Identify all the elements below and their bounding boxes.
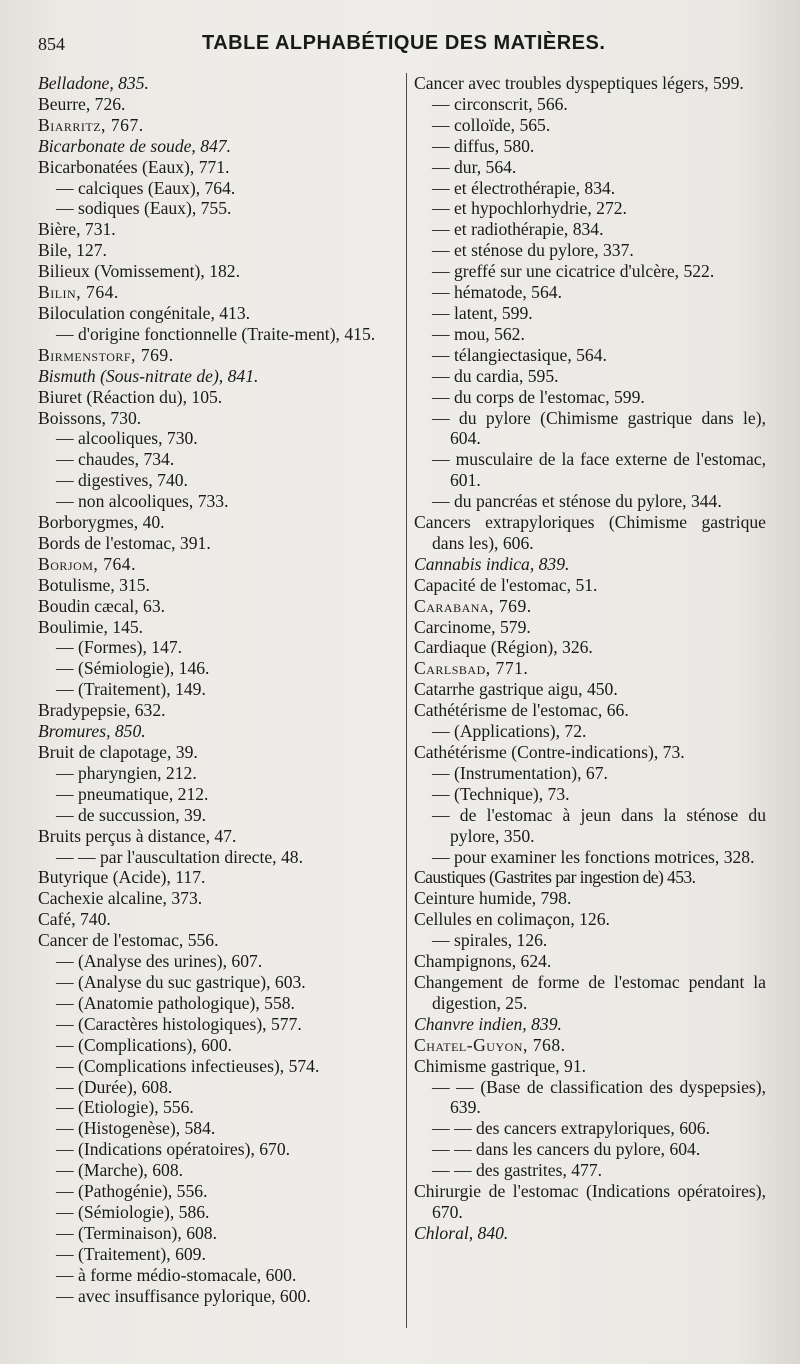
index-entry: Cathétérisme (Contre-indications), 73. bbox=[414, 742, 685, 762]
index-entry: Capacité de l'estomac, 51. bbox=[414, 574, 598, 595]
index-subentry: — colloïde, 565. bbox=[432, 114, 551, 135]
index-entry: Chimisme gastrique, 91. bbox=[414, 1055, 587, 1076]
index-subentry: — du corps de l'estomac, 599. bbox=[432, 386, 645, 407]
index-subentry: — (Terminaison), 608. bbox=[56, 1222, 217, 1243]
index-subentry: — (Sémiologie), 586. bbox=[56, 1201, 210, 1222]
index-entry: Boulimie, 145. bbox=[38, 616, 144, 637]
index-subentry: — (Traitement), 609. bbox=[56, 1243, 206, 1264]
index-entry: Chanvre indien, 839. bbox=[414, 1013, 562, 1034]
index-column-left bbox=[38, 73, 408, 1306]
index-entry: Borjom, 764. bbox=[38, 553, 136, 574]
index-subentry: — de l'estomac à jeun dans la sténose du pylore, 350. bbox=[432, 804, 766, 846]
index-entry: Borborygmes, 40. bbox=[38, 512, 165, 533]
index-entry: Bière, 731. bbox=[38, 219, 116, 240]
index-subentry: — (Etiologie), 556. bbox=[56, 1097, 194, 1118]
index-entry: Carcinome, 579. bbox=[414, 616, 531, 637]
index-entry: Bords de l'estomac, 391. bbox=[38, 532, 211, 553]
index-subentry: — (Caractères histologiques), 577. bbox=[56, 1013, 302, 1034]
index-entry: Cardiaque (Région), 326. bbox=[414, 637, 593, 658]
index-entry: Cathétérisme de l'estomac, 66. bbox=[414, 700, 629, 721]
index-subentry: — digestives, 740. bbox=[56, 470, 188, 491]
index-entry: Beurre, 726. bbox=[38, 93, 126, 114]
index-entry: Boudin cæcal, 63. bbox=[38, 595, 166, 616]
running-title: TABLE ALPHABÉTIQUE DES MATIÈRES. bbox=[202, 32, 606, 54]
index-subentry: — dur, 564. bbox=[432, 156, 517, 177]
index-entry: Bicarbonatées (Eaux), 771. bbox=[38, 156, 230, 177]
index-entry: Butyrique (Acide), 117. bbox=[38, 867, 206, 888]
index-entry: Bromures, 850. bbox=[38, 721, 146, 742]
index-entry: Café, 740. bbox=[38, 909, 111, 930]
index-subentry: — (Analyse du suc gastrique), 603. bbox=[56, 971, 306, 992]
index-subentry: — (Sémiologie), 146. bbox=[56, 658, 210, 679]
index-entry: Changement de forme de l'estomac pendant la digestion, 25. bbox=[414, 971, 766, 1013]
index-entry: Bradypepsie, 632. bbox=[38, 700, 166, 721]
index-entry: Cachexie alcaline, 373. bbox=[38, 888, 203, 909]
index-entry: Bilieux (Vomissement), 182. bbox=[38, 261, 240, 282]
index-subentry: — pharyngien, 212. bbox=[56, 762, 197, 783]
index-entry: Bilin, 764. bbox=[38, 282, 119, 303]
index-entry: Bruit de clapotage, 39. bbox=[38, 742, 198, 762]
index-subentry: — — par l'auscultation directe, 48. bbox=[56, 846, 303, 867]
index-subentry: — calciques (Eaux), 764. bbox=[56, 177, 236, 198]
index-subentry: — sodiques (Eaux), 755. bbox=[56, 198, 232, 219]
index-subentry: — — des gastrites, 477. bbox=[432, 1160, 603, 1181]
index-subentry: — télangiectasique, 564. bbox=[432, 344, 607, 365]
index-subentry: — et électrothérapie, 834. bbox=[432, 177, 616, 198]
index-subentry: — avec insuffisance pylorique, 600. bbox=[56, 1285, 311, 1306]
index-entry: Belladone, 835. bbox=[38, 73, 149, 93]
index-subentry: — d'origine fonctionnelle (Traite-ment), 415. bbox=[56, 323, 376, 344]
index-subentry: — et sténose du pylore, 337. bbox=[432, 240, 634, 261]
index-subentry: — (Pathogénie), 556. bbox=[56, 1181, 208, 1202]
index-subentry: — et radiothérapie, 834. bbox=[432, 219, 604, 240]
index-entry: Bruits perçus à distance, 47. bbox=[38, 825, 237, 846]
index-subentry: — greffé sur une cicatrice d'ulcère, 522. bbox=[432, 261, 715, 282]
index-subentry: — alcooliques, 730. bbox=[56, 428, 198, 449]
index-subentry: — (Anatomie pathologique), 558. bbox=[56, 992, 295, 1013]
index-entry: Chloral, 840. bbox=[414, 1222, 509, 1243]
index-entry: Botulisme, 315. bbox=[38, 574, 150, 595]
index-subentry: — diffus, 580. bbox=[432, 135, 535, 156]
index-subentry: — (Indications opératoires), 670. bbox=[56, 1139, 291, 1160]
index-subentry: — (Instrumentation), 67. bbox=[432, 762, 608, 783]
index-entry: Cannabis indica, 839. bbox=[414, 553, 570, 574]
index-entry: Champignons, 624. bbox=[414, 951, 552, 972]
index-subentry: — (Complications infectieuses), 574. bbox=[56, 1055, 320, 1076]
index-subentry: — à forme médio-stomacale, 600. bbox=[56, 1264, 297, 1285]
index-entry: Biuret (Réaction du), 105. bbox=[38, 386, 223, 407]
index-entry: Biloculation congénitale, 413. bbox=[38, 302, 251, 323]
index-subentry: — (Applications), 72. bbox=[432, 721, 587, 742]
index-entry: Birmenstorf, 769. bbox=[38, 344, 174, 365]
index-entry: Cancer de l'estomac, 556. bbox=[38, 930, 219, 951]
index-subentry: — du cardia, 595. bbox=[432, 365, 559, 386]
index-subentry: — et hypochlorhydrie, 272. bbox=[432, 198, 627, 219]
index-subentry: — spirales, 126. bbox=[432, 930, 548, 951]
index-entry: Boissons, 730. bbox=[38, 407, 142, 428]
index-entry: Bile, 127. bbox=[38, 240, 107, 261]
index-subentry: — de succussion, 39. bbox=[56, 804, 207, 825]
index-entry: Cancers extrapyloriques (Chimisme gastrique dans les), 606. bbox=[414, 512, 766, 553]
index-entry: Bismuth (Sous-nitrate de), 841. bbox=[38, 365, 259, 386]
index-subentry: — latent, 599. bbox=[432, 302, 533, 323]
index-subentry: — (Analyse des urines), 607. bbox=[56, 951, 263, 972]
index-subentry: — pneumatique, 212. bbox=[56, 783, 209, 804]
index-entry: Chirurgie de l'estomac (Indications opératoires), 670. bbox=[414, 1181, 766, 1222]
index-subentry: — du pylore (Chimisme gastrique dans le), 604. bbox=[432, 407, 766, 449]
index-entry: Ceinture humide, 798. bbox=[414, 888, 572, 909]
index-entry: Carabana, 769. bbox=[414, 595, 532, 616]
index-entry: Carlsbad, 771. bbox=[414, 658, 529, 679]
index-entry: Chatel-Guyon, 768. bbox=[414, 1034, 566, 1055]
index-subentry: — circonscrit, 566. bbox=[432, 93, 568, 114]
index-entry: Bicarbonate de soude, 847. bbox=[38, 135, 232, 156]
index-entry: Catarrhe gastrique aigu, 450. bbox=[414, 679, 618, 700]
index-subentry: — (Durée), 608. bbox=[56, 1076, 173, 1097]
index-subentry: — chaudes, 734. bbox=[56, 449, 175, 470]
index-subentry: — hématode, 564. bbox=[432, 282, 562, 303]
index-subentry: — (Complications), 600. bbox=[56, 1034, 232, 1055]
index-entry: Caustiques (Gastrites par ingestion de) 453. bbox=[414, 867, 696, 888]
index-subentry: — — des cancers extrapyloriques, 606. bbox=[432, 1118, 710, 1139]
index-subentry: — (Formes), 147. bbox=[56, 637, 183, 658]
index-entry: Cancer avec troubles dyspeptiques légers, 599. bbox=[414, 73, 744, 93]
index-entry: Cellules en colimaçon, 126. bbox=[414, 909, 610, 930]
index-subentry: — non alcooliques, 733. bbox=[56, 491, 229, 512]
index-subentry: — mou, 562. bbox=[432, 323, 525, 344]
index-subentry: — — dans les cancers du pylore, 604. bbox=[432, 1139, 701, 1160]
index-subentry: — (Traitement), 149. bbox=[56, 679, 206, 700]
index-subentry: — (Technique), 73. bbox=[432, 783, 570, 804]
index-subentry: — du pancréas et sténose du pylore, 344. bbox=[432, 491, 722, 512]
index-subentry: — pour examiner les fonctions motrices, 328. bbox=[432, 846, 755, 867]
index-subentry: — musculaire de la face externe de l'estomac, 601. bbox=[432, 449, 766, 491]
index-entry: Biarritz, 767. bbox=[38, 114, 144, 135]
page-header bbox=[38, 30, 778, 60]
index-subentry: — (Histogenèse), 584. bbox=[56, 1118, 216, 1139]
index-column-right bbox=[414, 73, 766, 1244]
index-subentry: — — (Base de classification des dyspepsies), 639. bbox=[432, 1076, 766, 1118]
index-subentry: — (Marche), 608. bbox=[56, 1160, 184, 1181]
page-number: 854 bbox=[38, 34, 65, 54]
